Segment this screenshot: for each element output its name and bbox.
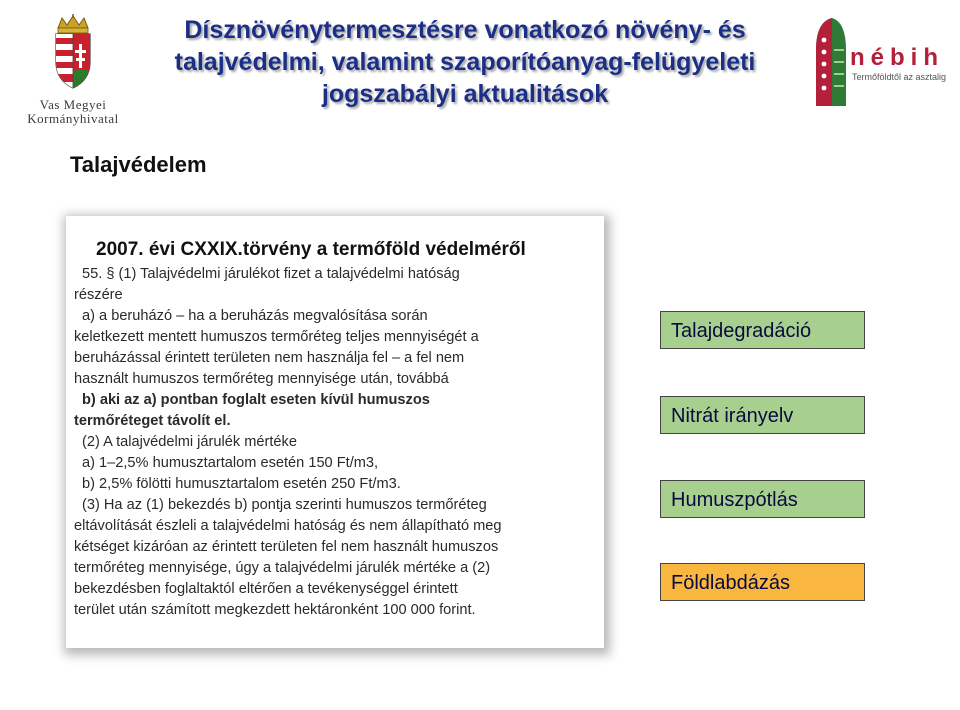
para3-line-3: kétséget kizáróan az érintett területen fel nem használt humuszos — [74, 539, 499, 555]
nitrat-iranyelv-box: Nitrát irányelv — [660, 396, 865, 434]
title-line-3: jogszabályi aktualitások — [321, 80, 609, 108]
nebih-logo-tagline: Termőföldtől az asztalig — [852, 72, 947, 82]
para3-line-5: bekezdésben foglaltaktól eltérően a tevékenységgel érintett — [74, 581, 458, 597]
page-title — [140, 14, 790, 110]
para2-line-2: a) 1–2,5% humusztartalom esetén 150 Ft/m3, — [82, 455, 379, 471]
title-line-1: Dísznövénytermesztésre vonatkozó növény- és — [184, 16, 746, 44]
left-logo-text — [6, 98, 140, 126]
talajdegradacio-box: Talajdegradáció — [660, 311, 865, 349]
para3-line-4: termőréteg mennyisége, úgy a talajvédelmi járulék mértéke a (2) — [74, 560, 491, 576]
coat-of-arms-icon — [6, 14, 140, 98]
law-text — [74, 238, 602, 621]
para1-a-line-4: használt humuszos termőréteg mennyisége után, továbbá — [74, 371, 449, 387]
law-title: 2007. évi CXXIX.törvény a termőföld védelméről — [96, 239, 526, 260]
para1-a-line-2: keletkezett mentett humuszos termőréteg teljes mennyiségét a — [74, 329, 479, 345]
nebih-logo — [810, 10, 960, 120]
para1-b-line-1: b) aki az a) pontban foglalt eseten kívül humuszos — [82, 392, 430, 408]
nebih-logo-word: nébih — [850, 44, 944, 71]
law-text-box — [66, 216, 604, 648]
para1-a-line-1: a) a beruházó – ha a beruházás megvalósítása során — [82, 308, 428, 324]
left-logo-line-1: Vas Megyei — [39, 97, 107, 112]
para1-a-line-3: beruházással érintett területen nem használja fel – a fel nem — [74, 350, 465, 366]
para2-line-1: (2) A talajvédelmi járulék mértéke — [82, 434, 297, 450]
vas-megyei-kormanyhivatal-logo — [6, 14, 136, 126]
section-heading: Talajvédelem — [70, 152, 207, 177]
para1-line-1: 55. § (1) Talajvédelmi járulékot fizet a talajvédelmi hatóság — [82, 266, 460, 282]
para2-line-3: b) 2,5% fölötti humusztartalom esetén 250 Ft/m3. — [82, 476, 401, 492]
para1-line-2: részére — [74, 287, 123, 303]
nebih-emblem-icon — [810, 10, 850, 120]
para3-line-1: (3) Ha az (1) bekezdés b) pontja szerinti humuszos termőréteg — [82, 497, 487, 513]
para3-line-2: eltávolítását észleli a talajvédelmi hatóság és nem állapítható meg — [74, 518, 502, 534]
left-logo-line-2: Kormányhivatal — [27, 111, 119, 126]
foldlabdazas-box: Földlabdázás — [660, 563, 865, 601]
humuszpotlas-box: Humuszpótlás — [660, 480, 865, 518]
para1-b-line-2: termőréteget távolít el. — [74, 413, 231, 429]
para3-line-6: terület után számított megkezdett hektáronként 100 000 forint. — [74, 602, 476, 618]
title-line-2: talajvédelmi, valamint szaporítóanyag-felügyeleti — [174, 48, 756, 76]
